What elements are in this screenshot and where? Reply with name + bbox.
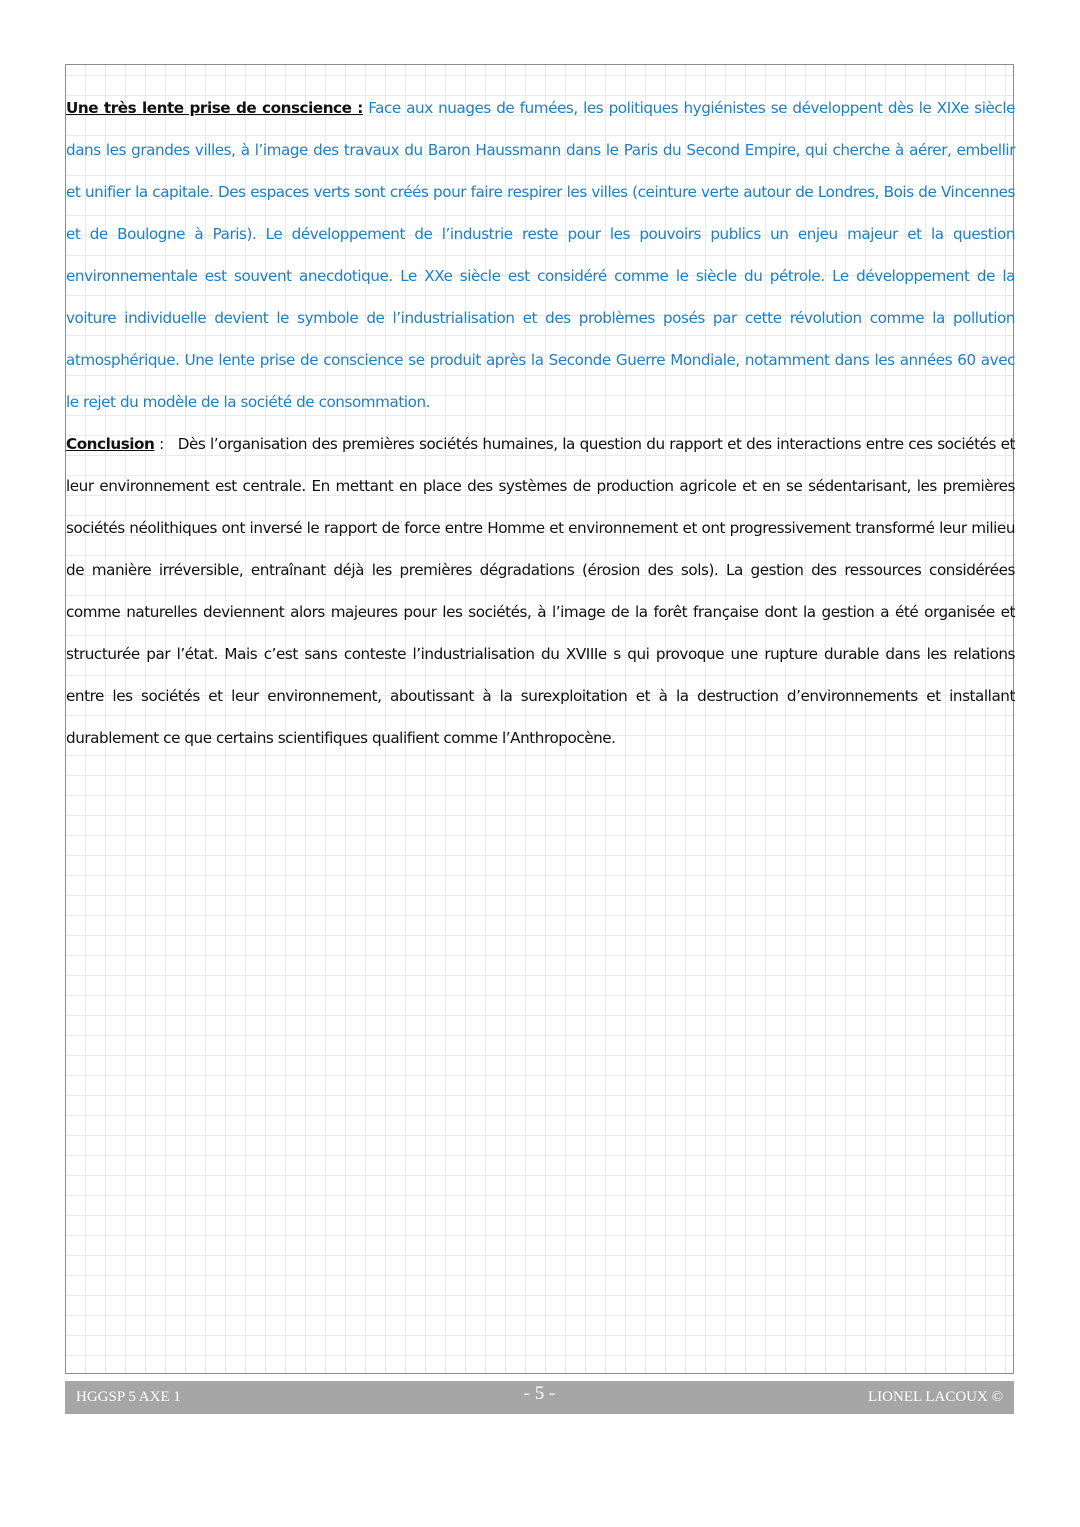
document-content xyxy=(66,87,1015,759)
footer-page-number: - 5 - xyxy=(523,1383,556,1404)
page-footer xyxy=(65,1381,1014,1414)
grid-sheet xyxy=(65,64,1014,1374)
section-conclusion xyxy=(66,423,1015,759)
section-awareness xyxy=(66,87,1015,423)
conclusion-separator: : xyxy=(154,435,178,453)
section-awareness-text: Face aux nuages de fumées, les politiques hygiénistes se développent dès le XIXe siècle dans les grandes villes, à l’image des travaux du Baron Haussmann dans le Paris du Second Empire, qui cherche à aérer, embellir et unifier la capitale. Des espaces verts sont créés pour faire respirer les villes (ceinture verte autour de Londres, Bois de Vincennes et de Boulogne à Paris). Le développement de l’industrie reste pour les pouvoirs publics un enjeu majeur et la question environnementale est souvent anecdotique. Le XXe siècle est considéré comme le siècle du pétrole. Le développement de la voiture individuelle devient le symbole de l’industrialisation et des problèmes posés par cette révolution comme la pollution atmosphérique. Une lente prise de conscience se produit après la Seconde Guerre Mondiale, notamment dans les années 60 avec le rejet du modèle de la société de consommation. xyxy=(66,99,1015,411)
conclusion-heading: Conclusion xyxy=(66,435,155,453)
footer-author: LIONEL LACOUX © xyxy=(868,1389,1003,1405)
conclusion-text: Dès l’organisation des premières sociétés humaines, la question du rapport et des interactions entre ces sociétés et leur environnement est centrale. En mettant en place des systèmes de production agricole et en se sédentarisant, les premières sociétés néolithiques ont inversé le rapport de force entre Homme et environnement et ont progressivement transformé leur milieu de manière irréversible, entraînant déjà les premières dégradations (érosion des sols). La gestion des ressources considérées comme naturelles deviennent alors majeures pour les sociétés, à l’image de la forêt française dont la gestion a été organisée et structurée par l’état. Mais c’est sans conteste l’industrialisation du XVIIIe s qui provoque une rupture durable dans les relations entre les sociétés et leur environnement, aboutissant à la surexploitation et à la destruction d’environnements et installant durablement ce que certains scientifiques qualifient comme l’Anthropocène. xyxy=(66,435,1015,747)
section-awareness-heading: Une très lente prise de conscience : xyxy=(66,99,363,117)
footer-course-label: HGGSP 5 AXE 1 xyxy=(76,1389,181,1405)
